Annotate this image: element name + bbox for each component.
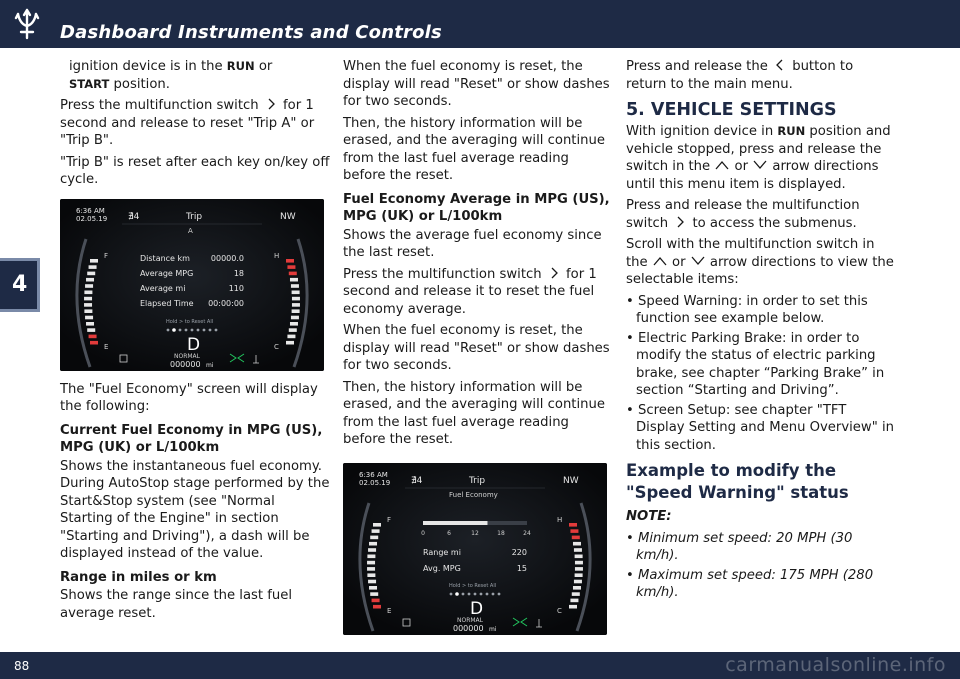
paragraph: Shows the range since the last fuel average reset. [60, 588, 293, 621]
gauge-segment [89, 334, 97, 338]
trip-row-label: Distance km [140, 253, 190, 263]
list-item: • Speed Warning: in order to set this function see example below. [626, 293, 868, 326]
gauge-segment [289, 271, 297, 275]
cluster-image-trip [60, 199, 324, 371]
scale-tick-label: 24 [523, 529, 531, 537]
paragraph: Then, the history information will be erased, and the averaging will continue from the last fuel average reading before the reset. [343, 379, 605, 447]
date-text: 02.05.19 [76, 214, 108, 223]
gauge-segment [90, 340, 98, 344]
text: or [667, 254, 690, 270]
gauge-segment [572, 592, 580, 596]
chevron-down-icon [752, 159, 768, 171]
gauge-segment [575, 554, 583, 558]
gauge-segment [84, 303, 92, 307]
gear-d-text: D [187, 334, 201, 355]
column-1 [60, 58, 330, 626]
paragraph [626, 123, 896, 193]
text: arrow directions to view the selectable items: [626, 254, 894, 287]
temp-hot-label: H [557, 515, 563, 524]
section-title: 5. VEHICLE SETTINGS [626, 100, 837, 120]
odometer-text: 000000 [170, 359, 201, 369]
page-footer [0, 652, 960, 679]
section-heading: Range in miles or km [60, 569, 217, 585]
gauge-segment [84, 309, 92, 313]
gauge-segment [292, 303, 300, 307]
paragraph: When the fuel economy is reset, the display will read "Reset" or show dashes for two seconds. [343, 59, 610, 109]
gauge-segment [569, 604, 577, 608]
gauge-segment [287, 265, 295, 269]
trip-row-value: 110 [228, 283, 244, 293]
paragraph: Shows the instantaneous fuel economy. During AutoStop stage performed by the Start&Stop system (see "Normal Starting of the Engine" in section "Starting and Driving"), a dash will be displayed instead of the value. [60, 458, 330, 561]
gauge-segment [289, 328, 297, 332]
fuel-empty-label: E [387, 606, 392, 615]
gauge-segment [373, 523, 381, 527]
gauge-segment [373, 604, 381, 608]
gauge-segment [570, 529, 578, 533]
trip-row-value: 18 [233, 268, 244, 278]
chevron-right-icon [546, 267, 562, 279]
trip-row-value: 00:00:00 [208, 298, 244, 308]
gauge-segment [290, 277, 298, 281]
column-3 [626, 58, 896, 604]
chevron-right-icon [672, 216, 688, 228]
compass-text: NW [280, 211, 296, 222]
odometer-unit-text: mi [489, 625, 497, 633]
chapter-tab [0, 258, 40, 312]
gauge-segment [572, 535, 580, 539]
reset-hint-text: Hold > to Reset All [449, 582, 497, 589]
gauge-segment [573, 541, 581, 545]
chevron-down-icon [690, 255, 706, 267]
text: or [254, 59, 273, 74]
gauge-segment [85, 284, 93, 288]
gauge-segment [372, 529, 380, 533]
chevron-up-icon [652, 255, 668, 267]
fuel-row-value: 15 [516, 563, 527, 573]
column-2 [343, 58, 613, 645]
gauge-segment [370, 535, 378, 539]
page-number: 88 [14, 659, 30, 673]
text: Press the multifunction switch [60, 98, 263, 113]
page-title: Dashboard Instruments and Controls [60, 22, 442, 43]
odometer-text: 000000 [453, 623, 484, 633]
text: With ignition device in [626, 124, 778, 139]
trip-row-label: Elapsed Time [140, 298, 194, 308]
chevron-right-icon [263, 98, 279, 110]
chapter-number: 4 [12, 272, 28, 297]
drive-mode-text: NORMAL [174, 352, 201, 360]
text: Scroll with the multifunction switch in the [626, 237, 875, 270]
paragraph [626, 236, 896, 289]
fuel-full-label: F [104, 251, 109, 260]
trip-sub-text: A [188, 226, 193, 235]
gauge-segment [575, 567, 583, 571]
cluster-image-fuel-economy [343, 463, 607, 635]
scale-tick-label: 18 [497, 529, 505, 537]
gauge-segment [290, 322, 298, 326]
gauge-segment [84, 296, 92, 300]
chevron-left-icon [772, 59, 788, 71]
paragraph [626, 58, 896, 93]
cluster-trip-svg [60, 199, 324, 371]
gauge-segment [368, 579, 376, 583]
gauge-segment [286, 259, 294, 263]
fuel-row-label: Range mi [423, 547, 461, 557]
gauge-segment [86, 277, 94, 281]
gauge-segment [292, 296, 300, 300]
text: for 1 second and release to reset "Trip A" or "Trip B". [60, 98, 315, 148]
gauge-segment [291, 284, 299, 288]
list-item: • Screen Setup: see chapter "TFT Display Setting and Menu Overview" in this section. [626, 402, 894, 453]
gauge-segment [370, 592, 378, 596]
gauge-segment [84, 290, 92, 294]
gauge-segment [575, 560, 583, 564]
watermark: carmanualsonline.info [725, 654, 946, 676]
gauge-segment [574, 579, 582, 583]
scale-tick-label: 6 [447, 529, 451, 537]
fuel-empty-label: E [104, 342, 109, 351]
gauge-segment [287, 334, 295, 338]
text: for 1 second and release it to reset the fuel economy average. [343, 266, 597, 317]
temp-hot-label: H [274, 251, 280, 260]
run-label: RUN [226, 59, 255, 73]
gear-d-text: D [470, 598, 484, 619]
gauge-segment [367, 554, 375, 558]
page-dots [167, 328, 218, 332]
gauge-segment [87, 328, 95, 332]
date-text: 02.05.19 [359, 478, 391, 487]
trident-logo-icon [10, 8, 44, 40]
paragraph: When the fuel economy is reset, the display will read "Reset" or show dashes for two seconds. [343, 323, 610, 373]
gauge-segment [368, 548, 376, 552]
paragraph [60, 97, 330, 150]
paragraph [343, 266, 613, 319]
section-heading: Current Fuel Economy in MPG (US), MPG (UK) or L/100km [60, 422, 323, 455]
gauge-segment [87, 271, 95, 275]
clock-text: 6:36 AM [359, 470, 388, 479]
gauge-segment [367, 560, 375, 564]
gauge-segment [367, 567, 375, 571]
reset-hint-text: Hold > to Reset All [166, 318, 214, 325]
gauge-segment [369, 541, 377, 545]
paragraph [626, 197, 896, 232]
text: or [730, 159, 753, 174]
section-heading: Fuel Economy Average in MPG (US), MPG (UK) or L/100km [343, 191, 610, 224]
gauge-segment [292, 309, 300, 313]
gauge-segment [286, 340, 294, 344]
text: arrow directions until this menu item is displayed. [626, 159, 879, 192]
text: button to return to the main menu. [626, 59, 854, 92]
gauge-segment [574, 548, 582, 552]
drive-mode-text: NORMAL [457, 616, 484, 624]
note-label: NOTE: [626, 509, 672, 524]
paragraph: Then, the history information will be erased, and the averaging will continue from the last fuel average reading before the reset. [343, 115, 605, 183]
note-item: • Maximum set speed: 175 MPH (280 km/h). [626, 567, 874, 600]
gear-indicator-text: ∄4 [411, 475, 423, 486]
paragraph: Shows the average fuel economy since the last reset. [343, 227, 602, 260]
cluster-title-text: Trip [186, 211, 203, 222]
text: to access the submenus. [688, 215, 857, 231]
gauge-segment [569, 523, 577, 527]
subsection-title: Example to modify the "Speed Warning" status [626, 461, 849, 502]
fuel-row-value: 220 [511, 547, 527, 557]
list-item: • Electric Parking Brake: in order to modify the status of electric parking brake, see chapter “Parking Brake” in section “Starting and Driving”. [626, 330, 885, 398]
fuel-row-label: Avg. MPG [423, 563, 461, 573]
text: Press and release the multifunction switch [626, 198, 860, 231]
cluster-fuel-svg [343, 463, 607, 635]
fuel-economy-sub-text: Fuel Economy [449, 490, 498, 499]
gauge-segment [367, 573, 375, 577]
chevron-up-icon [714, 159, 730, 171]
temp-cold-label: C [557, 606, 562, 615]
run-label: RUN [777, 124, 806, 138]
gauge-segment [90, 259, 98, 263]
odometer-unit-text: mi [206, 361, 214, 369]
compass-text: NW [563, 475, 579, 486]
gauge-segment [291, 315, 299, 319]
gauge-segment [369, 586, 377, 590]
text: position and vehicle stopped, press and release the switch in the [626, 124, 891, 174]
fuel-full-label: F [387, 515, 392, 524]
text: ignition device is in the [69, 59, 227, 74]
page-header [0, 0, 960, 48]
text: Press the multifunction switch [343, 266, 546, 282]
page-dots [450, 592, 501, 596]
gauge-segment [86, 322, 94, 326]
scale-tick-label: 12 [471, 529, 479, 537]
gauge-segment [573, 586, 581, 590]
temp-cold-label: C [274, 342, 279, 351]
clock-text: 6:36 AM [76, 206, 105, 215]
gauge-segment [85, 315, 93, 319]
gauge-segment [292, 290, 300, 294]
paragraph: "Trip B" is reset after each key on/key off cycle. [60, 154, 330, 187]
trip-row-label: Average MPG [140, 268, 194, 278]
text: position. [109, 76, 170, 92]
text: Press and release the [626, 59, 773, 74]
note-item: • Minimum set speed: 20 MPH (30 km/h). [626, 530, 853, 563]
gauge-segment [89, 265, 97, 269]
cluster-title-text: Trip [469, 475, 486, 486]
scale-tick-label: 0 [421, 529, 425, 537]
trip-row-value: 00000.0 [210, 253, 244, 263]
gauge-segment [570, 598, 578, 602]
paragraph: The "Fuel Economy" screen will display the following: [60, 381, 318, 414]
fuel-economy-bar-fill [423, 521, 487, 525]
gauge-segment [575, 573, 583, 577]
trip-row-label: Average mi [140, 283, 186, 293]
paragraph [60, 58, 330, 93]
gear-indicator-text: ∄4 [128, 211, 140, 222]
gauge-segment [372, 598, 380, 602]
start-label: START [69, 76, 110, 91]
